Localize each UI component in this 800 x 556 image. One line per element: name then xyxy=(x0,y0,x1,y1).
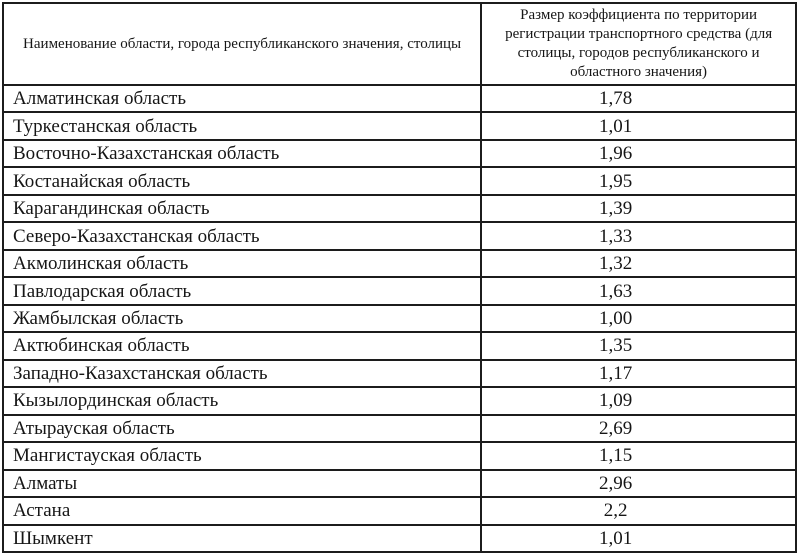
column-header-coefficient: Размер коэффициента по территории регистрации транспортного средства (для столицы, городов республиканского и областного значения) xyxy=(481,3,796,85)
table-row xyxy=(3,85,796,112)
table-row xyxy=(3,222,796,249)
region-name-cell: Костанайская область xyxy=(3,167,481,194)
table-row xyxy=(3,470,796,497)
table-row xyxy=(3,112,796,139)
coefficient-value-cell: 1,39 xyxy=(481,195,796,222)
coefficient-value-cell: 1,33 xyxy=(481,222,796,249)
table-row xyxy=(3,332,796,359)
coefficient-value-cell: 1,32 xyxy=(481,250,796,277)
table-row xyxy=(3,250,796,277)
table-row xyxy=(3,415,796,442)
region-name-cell: Павлодарская область xyxy=(3,277,481,304)
coefficient-value-cell: 2,2 xyxy=(481,497,796,524)
table-row xyxy=(3,497,796,524)
region-name-cell: Кызылординская область xyxy=(3,387,481,414)
region-name-cell: Жамбылская область xyxy=(3,305,481,332)
table-body xyxy=(3,85,796,552)
table-row xyxy=(3,360,796,387)
region-name-cell: Туркестанская область xyxy=(3,112,481,139)
coefficient-value-cell: 1,63 xyxy=(481,277,796,304)
region-name-cell: Акмолинская область xyxy=(3,250,481,277)
coefficient-value-cell: 1,17 xyxy=(481,360,796,387)
coefficient-value-cell: 1,09 xyxy=(481,387,796,414)
region-name-cell: Астана xyxy=(3,497,481,524)
table-row xyxy=(3,387,796,414)
region-name-cell: Алматы xyxy=(3,470,481,497)
region-name-cell: Актюбинская область xyxy=(3,332,481,359)
region-name-cell: Карагандинская область xyxy=(3,195,481,222)
coefficient-value-cell: 2,69 xyxy=(481,415,796,442)
coefficient-value-cell: 1,01 xyxy=(481,112,796,139)
table-row xyxy=(3,277,796,304)
coefficient-table xyxy=(2,2,797,553)
coefficient-value-cell: 1,96 xyxy=(481,140,796,167)
coefficient-value-cell: 1,01 xyxy=(481,525,796,553)
region-name-cell: Западно-Казахстанская область xyxy=(3,360,481,387)
coefficient-value-cell: 2,96 xyxy=(481,470,796,497)
table-row xyxy=(3,525,796,553)
coefficient-value-cell: 1,78 xyxy=(481,85,796,112)
header-row xyxy=(3,3,796,85)
column-header-region: Наименование области, города республиканского значения, столицы xyxy=(3,3,481,85)
region-name-cell: Северо-Казахстанская область xyxy=(3,222,481,249)
region-name-cell: Шымкент xyxy=(3,525,481,553)
table-row xyxy=(3,195,796,222)
coefficient-value-cell: 1,00 xyxy=(481,305,796,332)
region-name-cell: Восточно-Казахстанская область xyxy=(3,140,481,167)
region-name-cell: Мангистауская область xyxy=(3,442,481,469)
table-row xyxy=(3,140,796,167)
coefficient-value-cell: 1,35 xyxy=(481,332,796,359)
region-name-cell: Алматинская область xyxy=(3,85,481,112)
table-row xyxy=(3,167,796,194)
coefficient-value-cell: 1,95 xyxy=(481,167,796,194)
region-name-cell: Атырауская область xyxy=(3,415,481,442)
coefficient-value-cell: 1,15 xyxy=(481,442,796,469)
table-row xyxy=(3,442,796,469)
table-row xyxy=(3,305,796,332)
